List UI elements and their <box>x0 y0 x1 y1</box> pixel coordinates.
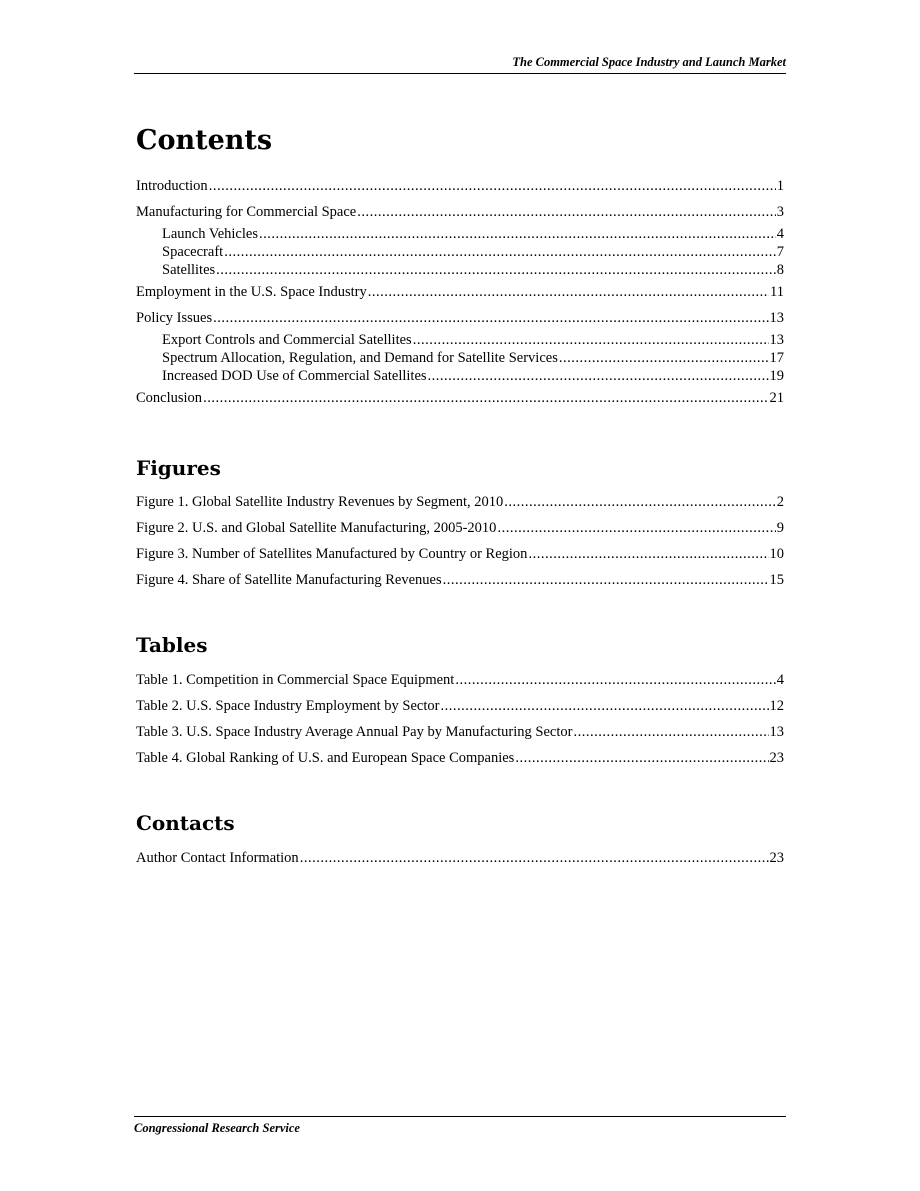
dot-leader <box>216 261 776 279</box>
toc-entry-label: Export Controls and Commercial Satellites <box>162 332 412 348</box>
toc-entry-employment[interactable] <box>136 283 784 301</box>
toc-entry-policy-issues[interactable] <box>136 309 784 327</box>
table-entry-label: Table 4. Global Ranking of U.S. and European Space Companies <box>136 750 515 766</box>
dot-leader <box>497 519 775 537</box>
toc-entry-page: 17 <box>769 350 784 366</box>
figure-entry-label: Figure 2. U.S. and Global Satellite Manufacturing, 2005-2010 <box>136 520 497 536</box>
figure-entry[interactable] <box>136 519 784 537</box>
table-entry-page: 13 <box>769 724 784 740</box>
toc-entry-introduction[interactable] <box>136 177 784 195</box>
tables-heading: Tables <box>136 633 208 657</box>
dot-leader <box>559 349 769 367</box>
table-entry[interactable] <box>136 723 784 741</box>
toc-entry-label: Increased DOD Use of Commercial Satellites <box>162 368 427 384</box>
toc-entry-satellites[interactable] <box>136 261 784 279</box>
tables-section <box>136 633 784 657</box>
contacts-section <box>136 811 784 835</box>
figure-entry-page: 15 <box>769 572 784 588</box>
table-entry-label: Table 3. U.S. Space Industry Average Annual Pay by Manufacturing Sector <box>136 724 573 740</box>
dot-leader <box>440 697 768 715</box>
dot-leader <box>213 309 768 327</box>
toc-entry-launch-vehicles[interactable] <box>136 225 784 243</box>
dot-leader <box>573 723 768 741</box>
figure-entry[interactable] <box>136 493 784 511</box>
toc-entry-page: 21 <box>769 390 784 406</box>
toc-entry-page: 11 <box>770 284 784 300</box>
contents-section <box>136 125 784 157</box>
dot-leader <box>504 493 775 511</box>
dot-leader <box>443 571 769 589</box>
dot-leader <box>455 671 775 689</box>
dot-leader <box>515 749 768 767</box>
running-footer: Congressional Research Service <box>134 1116 786 1136</box>
tables-list <box>136 671 784 767</box>
contact-entry[interactable] <box>136 849 784 867</box>
dot-leader <box>428 367 769 385</box>
contents-list <box>136 177 784 407</box>
toc-entry-page: 8 <box>776 262 784 278</box>
toc-entry-dod-use[interactable] <box>136 367 784 385</box>
toc-entry-page: 7 <box>776 244 784 260</box>
contact-entry-page: 23 <box>769 850 784 866</box>
contacts-list <box>136 849 784 867</box>
figure-entry-label: Figure 3. Number of Satellites Manufactured by Country or Region <box>136 546 528 562</box>
toc-entry-label: Introduction <box>136 178 208 194</box>
figures-heading: Figures <box>136 456 221 480</box>
dot-leader <box>300 849 769 867</box>
table-entry-label: Table 2. U.S. Space Industry Employment by Sector <box>136 698 440 714</box>
dot-leader <box>209 177 776 195</box>
toc-entry-page: 13 <box>769 310 784 326</box>
dot-leader <box>259 225 776 243</box>
table-entry-page: 23 <box>769 750 784 766</box>
dot-leader <box>413 331 769 349</box>
toc-entry-spectrum-allocation[interactable] <box>136 349 784 367</box>
figures-section <box>136 456 784 480</box>
toc-entry-export-controls[interactable] <box>136 331 784 349</box>
toc-entry-manufacturing[interactable] <box>136 203 784 221</box>
dot-leader <box>203 389 768 407</box>
toc-entry-spacecraft[interactable] <box>136 243 784 261</box>
figure-entry[interactable] <box>136 545 784 563</box>
table-entry-page: 12 <box>769 698 784 714</box>
toc-entry-label: Satellites <box>162 262 216 278</box>
toc-entry-label: Launch Vehicles <box>162 226 258 242</box>
table-entry[interactable] <box>136 697 784 715</box>
figures-list <box>136 493 784 589</box>
dot-leader <box>224 243 776 261</box>
toc-entry-page: 13 <box>769 332 784 348</box>
toc-entry-page: 4 <box>776 226 784 242</box>
contact-entry-label: Author Contact Information <box>136 850 299 866</box>
toc-entry-label: Employment in the U.S. Space Industry <box>136 284 367 300</box>
figure-entry-page: 2 <box>776 494 784 510</box>
toc-entry-label: Spacecraft <box>162 244 224 260</box>
dot-leader <box>528 545 768 563</box>
toc-entry-label: Spectrum Allocation, Regulation, and Demand for Satellite Services <box>162 350 558 366</box>
toc-entry-label: Manufacturing for Commercial Space <box>136 204 357 220</box>
toc-entry-label: Conclusion <box>136 390 203 406</box>
figure-entry-page: 10 <box>769 546 784 562</box>
toc-entry-page: 1 <box>776 178 784 194</box>
dot-leader <box>368 283 769 301</box>
toc-entry-page: 3 <box>776 204 784 220</box>
dot-leader <box>357 203 776 221</box>
figure-entry[interactable] <box>136 571 784 589</box>
figure-entry-label: Figure 4. Share of Satellite Manufacturing Revenues <box>136 572 442 588</box>
figure-entry-page: 9 <box>776 520 784 536</box>
figure-entry-label: Figure 1. Global Satellite Industry Revenues by Segment, 2010 <box>136 494 504 510</box>
toc-entry-conclusion[interactable] <box>136 389 784 407</box>
toc-entry-page: 19 <box>769 368 784 384</box>
contents-heading: Contents <box>136 125 273 156</box>
contacts-heading: Contacts <box>136 811 235 835</box>
running-header: The Commercial Space Industry and Launch Market <box>134 55 786 74</box>
table-entry-page: 4 <box>776 672 784 688</box>
toc-entry-label: Policy Issues <box>136 310 213 326</box>
table-entry[interactable] <box>136 671 784 689</box>
table-entry[interactable] <box>136 749 784 767</box>
table-entry-label: Table 1. Competition in Commercial Space Equipment <box>136 672 455 688</box>
